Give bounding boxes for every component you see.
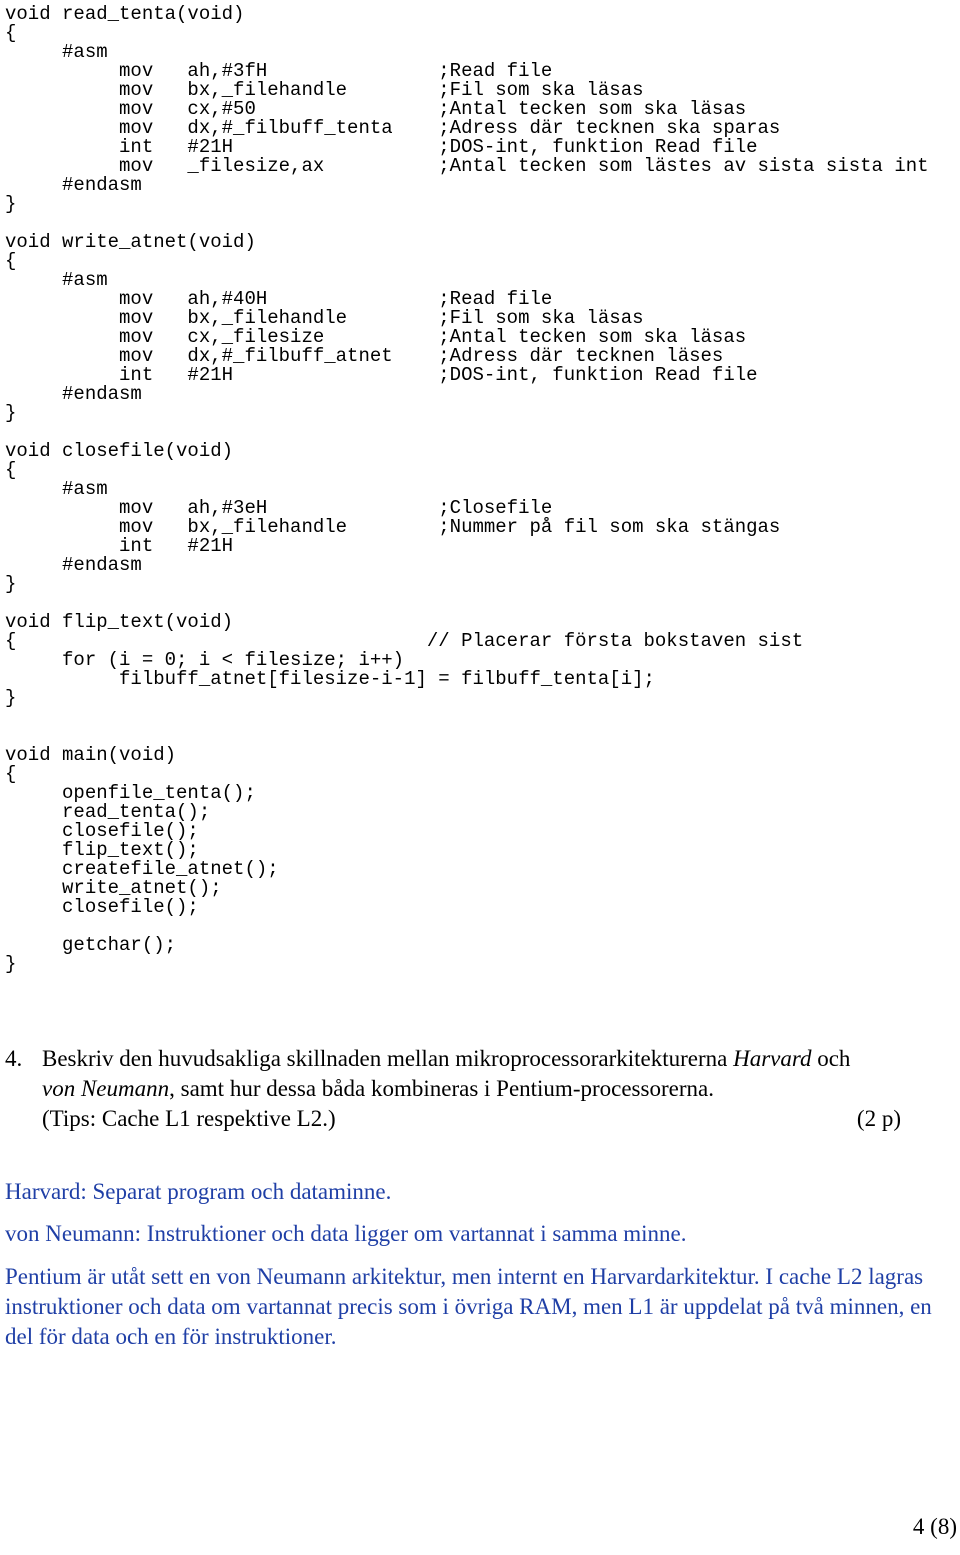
question-line1-b: och xyxy=(811,1046,851,1071)
code-line: } xyxy=(5,573,17,595)
code-line: #endasm xyxy=(5,174,142,196)
code-line: } xyxy=(5,402,17,424)
code-line: mov bx,_filehandle ;Fil som ska läsas xyxy=(5,307,644,329)
code-line: mov bx,_filehandle ;Nummer på fil som ska stängas xyxy=(5,516,781,538)
code-line: closefile(); xyxy=(5,896,199,918)
code-line: int #21H ;DOS-int, funktion Read file xyxy=(5,364,758,386)
code-line: mov dx,#_filbuff_tenta ;Adress där tecknen ska sparas xyxy=(5,117,781,139)
code-line: mov bx,_filehandle ;Fil som ska läsas xyxy=(5,79,644,101)
question-number: 4. xyxy=(5,1046,23,1071)
page-number: 4 (8) xyxy=(912,1514,957,1539)
code-line: write_atnet(); xyxy=(5,877,222,899)
code-line: void flip_text(void) xyxy=(5,611,234,633)
code-line: { xyxy=(5,250,17,272)
code-line: #asm xyxy=(5,269,108,291)
code-line: mov ah,#3fH ;Read file xyxy=(5,60,553,82)
answer-pentium: Pentium är utåt sett en von Neumann arkitektur, men internt en Harvardarkitektur. I cache L2 lagras instruktioner och data om vartannat precis som i övriga RAM, men L1 är uppdelat på två minnen, en del för data och en för instruktioner. xyxy=(5,1264,932,1349)
code-line xyxy=(5,708,929,727)
question-tip: (Tips: Cache L1 respektive L2.) xyxy=(42,1106,336,1131)
code-line: #asm xyxy=(5,478,108,500)
code-line: { // Placerar första bokstaven sist xyxy=(5,630,804,652)
code-line: } xyxy=(5,953,17,975)
code-line: { xyxy=(5,459,17,481)
code-line: #endasm xyxy=(5,554,142,576)
answer-von-neumann: von Neumann: Instruktioner och data ligger om vartannat i samma minne. xyxy=(5,1221,687,1246)
code-line: for (i = 0; i < filesize; i++) xyxy=(5,649,405,671)
code-line: flip_text(); xyxy=(5,839,199,861)
code-line: mov ah,#40H ;Read file xyxy=(5,288,553,310)
question-4 xyxy=(5,1044,925,1134)
code-listing xyxy=(5,5,929,974)
question-harvard: Harvard xyxy=(733,1046,812,1071)
question-line1-a: Beskriv den huvudsakliga skillnaden mellan mikroprocessorarkitekturerna xyxy=(42,1046,734,1071)
code-line: getchar(); xyxy=(5,934,177,956)
code-line: int #21H ;DOS-int, funktion Read file xyxy=(5,136,758,158)
question-points: (2 p) xyxy=(856,1106,901,1131)
code-line: int #21H xyxy=(5,535,234,557)
code-line: createfile_atnet(); xyxy=(5,858,279,880)
code-line: mov _filesize,ax ;Antal tecken som lästes av sista sista int xyxy=(5,155,929,177)
code-line: #asm xyxy=(5,41,108,63)
code-line: #endasm xyxy=(5,383,142,405)
question-text xyxy=(42,1044,925,1134)
code-line: } xyxy=(5,193,17,215)
question-line2-b: , samt hur dessa båda kombineras i Pentium-processorerna. xyxy=(169,1076,714,1101)
code-line: { xyxy=(5,22,17,44)
code-line: closefile(); xyxy=(5,820,199,842)
code-line: void main(void) xyxy=(5,744,177,766)
code-line: openfile_tenta(); xyxy=(5,782,256,804)
code-line: void write_atnet(void) xyxy=(5,231,256,253)
code-line: void read_tenta(void) xyxy=(5,3,245,25)
code-line: read_tenta(); xyxy=(5,801,211,823)
answer-harvard: Harvard: Separat program och dataminne. xyxy=(5,1179,392,1204)
code-line: void closefile(void) xyxy=(5,440,234,462)
question-von-neumann: von Neumann xyxy=(42,1076,170,1101)
code-line: } xyxy=(5,687,17,709)
code-line: filbuff_atnet[filesize-i-1] = filbuff_tenta[i]; xyxy=(5,668,655,690)
code-line: mov cx,#50 ;Antal tecken som ska läsas xyxy=(5,98,747,120)
code-line: mov cx,_filesize ;Antal tecken som ska läsas xyxy=(5,326,747,348)
code-line: mov dx,#_filbuff_atnet ;Adress där tecknen läses xyxy=(5,345,724,367)
code-line: { xyxy=(5,763,17,785)
code-line: mov ah,#3eH ;Closefile xyxy=(5,497,553,519)
